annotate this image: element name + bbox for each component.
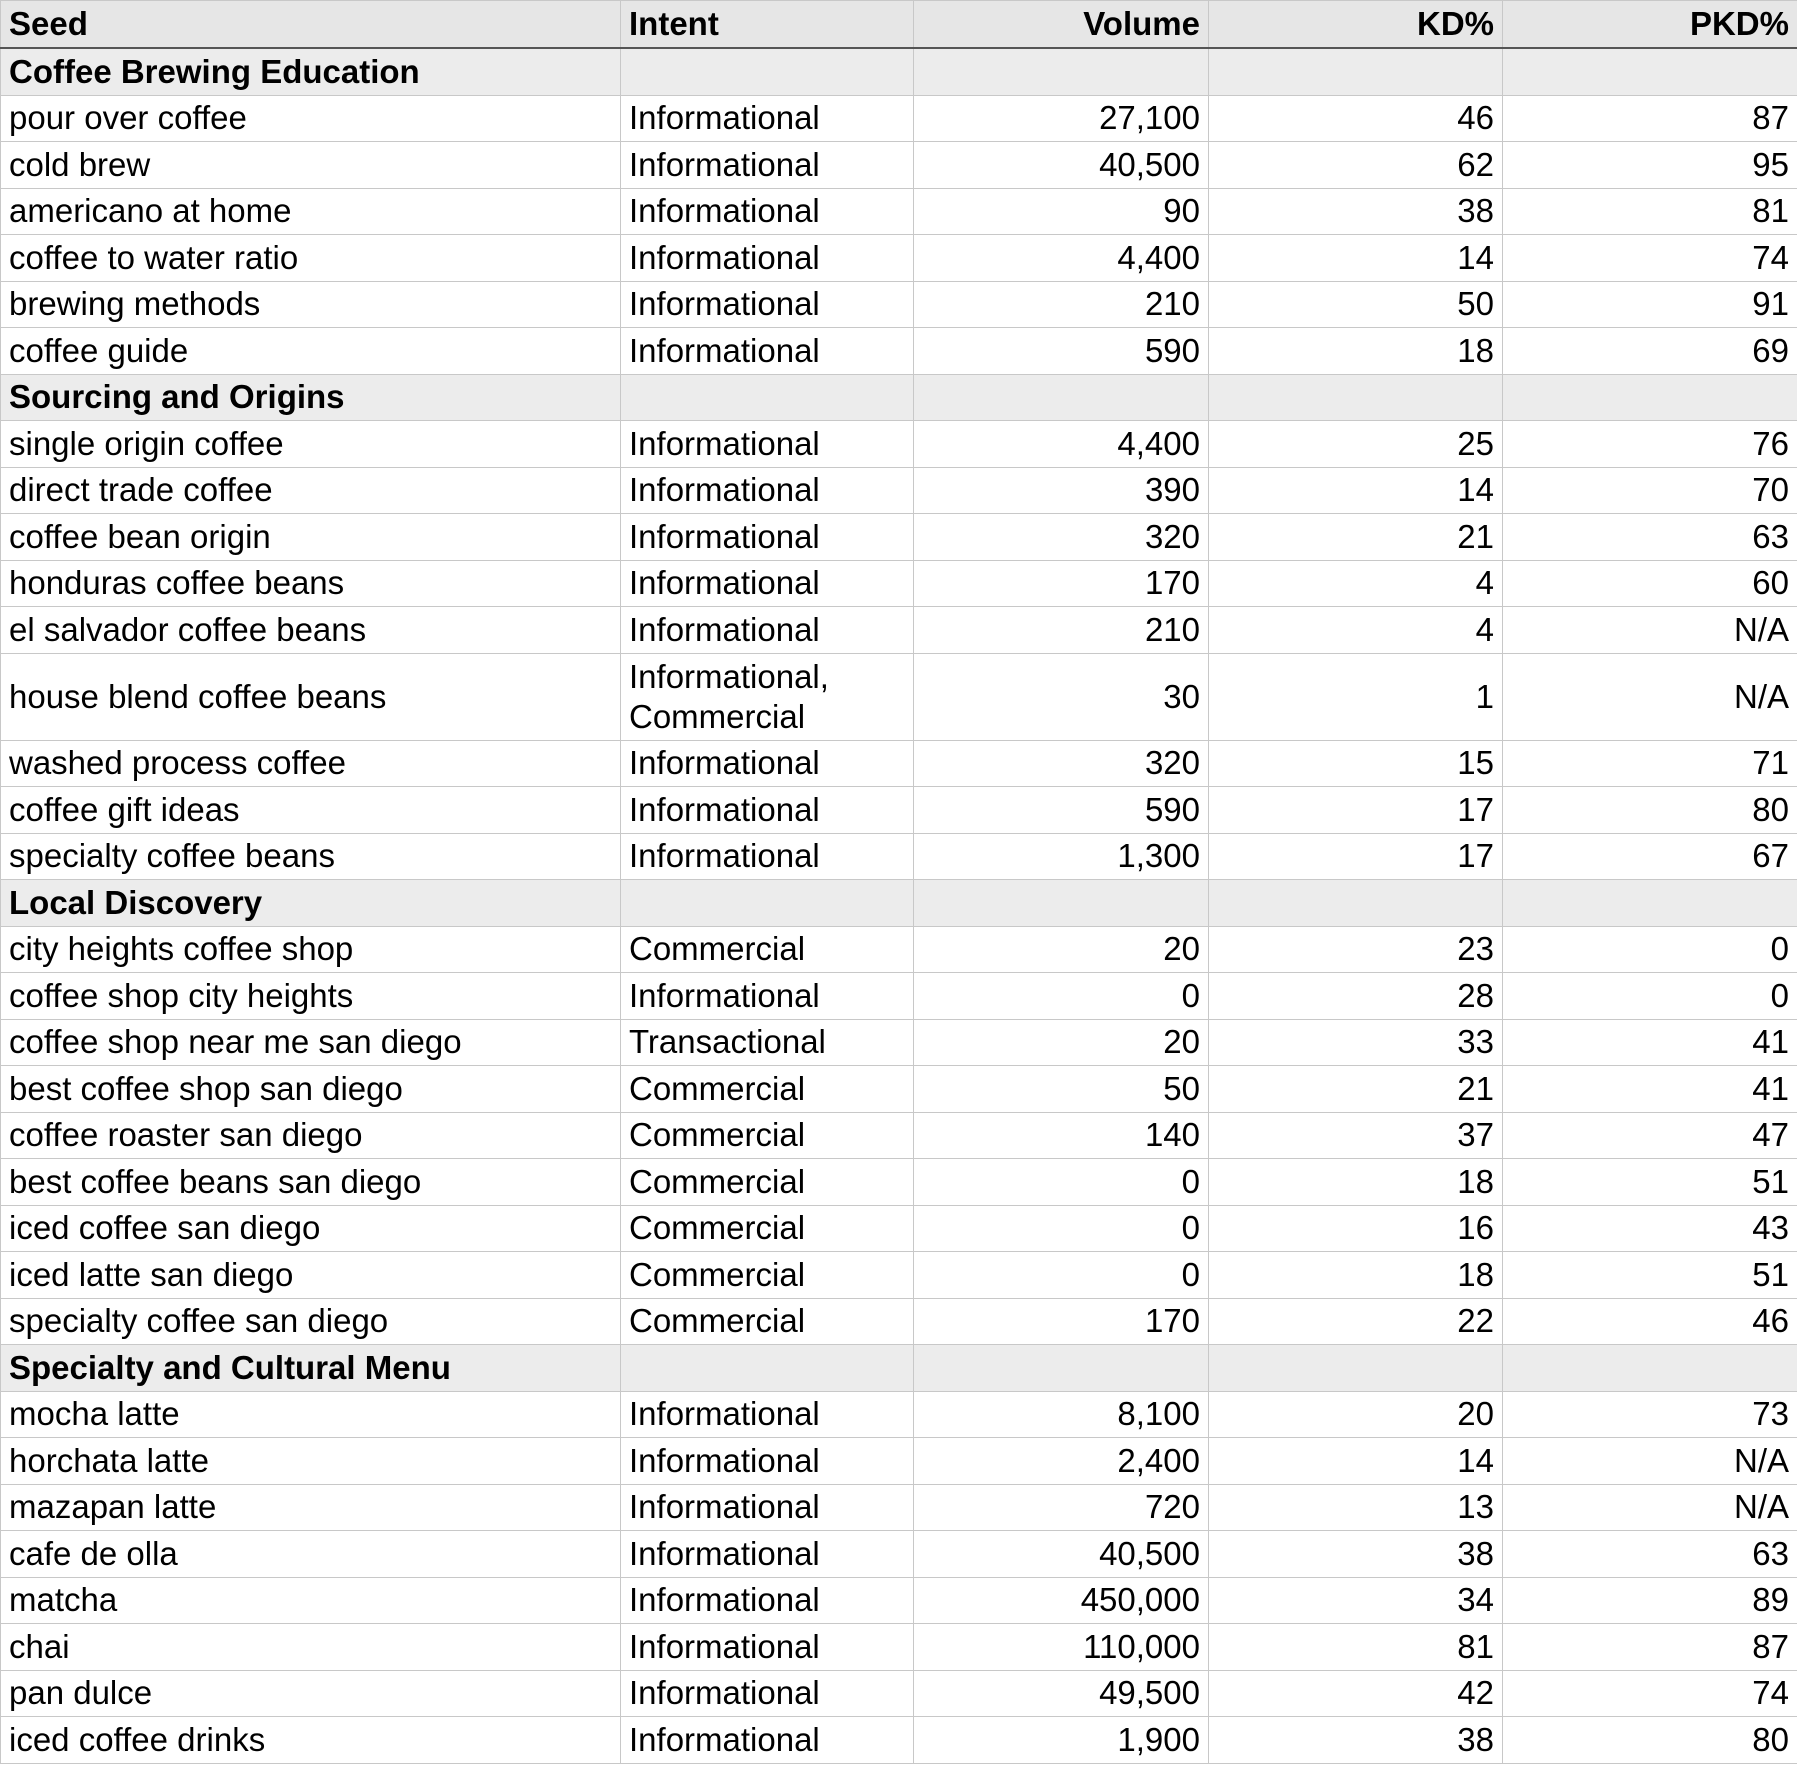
section-empty-cell[interactable] [621,48,914,95]
seed-cell[interactable]: coffee gift ideas [1,787,621,834]
kd-cell[interactable]: 46 [1209,95,1503,142]
volume-cell[interactable]: 140 [914,1112,1209,1159]
table-row [1,560,1797,607]
seed-cell[interactable]: pan dulce [1,1670,621,1717]
section-header-row [1,880,1797,927]
seed-cell[interactable]: house blend coffee beans [1,653,621,740]
section-empty-cell[interactable] [621,880,914,927]
pkd-cell[interactable]: 69 [1503,328,1797,375]
kd-cell[interactable]: 14 [1209,467,1503,514]
pkd-cell[interactable]: 0 [1503,926,1797,973]
seed-cell[interactable]: iced coffee san diego [1,1205,621,1252]
pkd-cell[interactable]: 89 [1503,1577,1797,1624]
kd-cell[interactable]: 17 [1209,787,1503,834]
section-empty-cell[interactable] [1209,374,1503,421]
kd-cell[interactable]: 22 [1209,1298,1503,1345]
pkd-cell[interactable]: N/A [1503,653,1797,740]
kd-cell[interactable]: 4 [1209,560,1503,607]
pkd-cell[interactable]: 46 [1503,1298,1797,1345]
intent-cell[interactable]: Commercial [621,1066,914,1113]
kd-cell[interactable]: 38 [1209,188,1503,235]
section-title[interactable]: Sourcing and Origins [1,374,621,421]
volume-cell[interactable]: 210 [914,607,1209,654]
table-row [1,653,1797,740]
intent-cell[interactable]: Informational [621,188,914,235]
kd-cell[interactable]: 14 [1209,1438,1503,1485]
intent-cell[interactable]: Informational [621,740,914,787]
kd-cell[interactable]: 4 [1209,607,1503,654]
pkd-cell[interactable]: 74 [1503,235,1797,282]
section-empty-cell[interactable] [621,1345,914,1392]
volume-cell[interactable]: 20 [914,1019,1209,1066]
kd-cell[interactable]: 33 [1209,1019,1503,1066]
intent-cell[interactable]: Informational [621,560,914,607]
pkd-cell[interactable]: 87 [1503,95,1797,142]
intent-cell[interactable]: Informational [621,142,914,189]
volume-cell[interactable]: 0 [914,1205,1209,1252]
table-row [1,1205,1797,1252]
seed-cell[interactable]: washed process coffee [1,740,621,787]
intent-cell[interactable]: Informational [621,787,914,834]
section-empty-cell[interactable] [914,48,1209,95]
kd-cell[interactable]: 81 [1209,1624,1503,1671]
intent-cell[interactable]: Commercial [621,1252,914,1299]
kd-cell[interactable]: 1 [1209,653,1503,740]
section-empty-cell[interactable] [1503,374,1797,421]
volume-cell[interactable]: 40,500 [914,1531,1209,1578]
seed-cell[interactable]: cold brew [1,142,621,189]
section-empty-cell[interactable] [1503,48,1797,95]
pkd-cell[interactable]: 63 [1503,1531,1797,1578]
volume-cell[interactable]: 320 [914,514,1209,561]
kd-cell[interactable]: 21 [1209,514,1503,561]
pkd-cell[interactable]: 47 [1503,1112,1797,1159]
pkd-cell[interactable]: 51 [1503,1159,1797,1206]
volume-cell[interactable]: 320 [914,740,1209,787]
pkd-cell[interactable]: 87 [1503,1624,1797,1671]
intent-cell[interactable]: Informational, Commercial [621,653,914,740]
table-row [1,1159,1797,1206]
section-empty-cell[interactable] [914,880,1209,927]
seed-cell[interactable]: specialty coffee beans [1,833,621,880]
volume-cell[interactable]: 170 [914,1298,1209,1345]
table-row [1,1298,1797,1345]
seed-cell[interactable]: mazapan latte [1,1484,621,1531]
table-row [1,1391,1797,1438]
table-row [1,787,1797,834]
table-row [1,1112,1797,1159]
volume-cell[interactable]: 40,500 [914,142,1209,189]
pkd-cell[interactable]: 80 [1503,787,1797,834]
seed-cell[interactable]: mocha latte [1,1391,621,1438]
table-row [1,1624,1797,1671]
pkd-cell[interactable]: 60 [1503,560,1797,607]
intent-cell[interactable]: Informational [621,1577,914,1624]
table-row [1,1484,1797,1531]
table-row [1,973,1797,1020]
seed-cell[interactable]: coffee shop near me san diego [1,1019,621,1066]
column-header-volume[interactable]: Volume [914,1,1209,49]
table-row [1,514,1797,561]
volume-cell[interactable]: 4,400 [914,235,1209,282]
column-header-pkd[interactable]: PKD% [1503,1,1797,49]
kd-cell[interactable]: 15 [1209,740,1503,787]
kd-cell[interactable]: 25 [1209,421,1503,468]
table-row [1,1531,1797,1578]
seed-cell[interactable]: best coffee beans san diego [1,1159,621,1206]
table-row [1,1670,1797,1717]
seed-cell[interactable]: brewing methods [1,281,621,328]
seed-cell[interactable]: matcha [1,1577,621,1624]
intent-cell[interactable]: Informational [621,973,914,1020]
seed-cell[interactable]: el salvador coffee beans [1,607,621,654]
kd-cell[interactable]: 18 [1209,1252,1503,1299]
table-row [1,1019,1797,1066]
table-row [1,1066,1797,1113]
volume-cell[interactable]: 0 [914,1252,1209,1299]
pkd-cell[interactable]: 95 [1503,142,1797,189]
volume-cell[interactable]: 50 [914,1066,1209,1113]
seed-cell[interactable]: best coffee shop san diego [1,1066,621,1113]
kd-cell[interactable]: 37 [1209,1112,1503,1159]
volume-cell[interactable]: 1,900 [914,1717,1209,1764]
seed-cell[interactable]: horchata latte [1,1438,621,1485]
column-header-kd[interactable]: KD% [1209,1,1503,49]
intent-cell[interactable]: Transactional [621,1019,914,1066]
seed-cell[interactable]: honduras coffee beans [1,560,621,607]
intent-cell[interactable]: Commercial [621,1159,914,1206]
intent-cell[interactable]: Informational [621,235,914,282]
table-row [1,1577,1797,1624]
volume-cell[interactable]: 2,400 [914,1438,1209,1485]
table-row [1,1438,1797,1485]
volume-cell[interactable]: 210 [914,281,1209,328]
section-empty-cell[interactable] [1209,880,1503,927]
table-row [1,467,1797,514]
volume-cell[interactable]: 590 [914,328,1209,375]
seed-cell[interactable]: iced coffee drinks [1,1717,621,1764]
seed-cell[interactable]: specialty coffee san diego [1,1298,621,1345]
pkd-cell[interactable]: 74 [1503,1670,1797,1717]
section-empty-cell[interactable] [914,374,1209,421]
volume-cell[interactable]: 110,000 [914,1624,1209,1671]
volume-cell[interactable]: 390 [914,467,1209,514]
volume-cell[interactable]: 1,300 [914,833,1209,880]
kd-cell[interactable]: 50 [1209,281,1503,328]
volume-cell[interactable]: 590 [914,787,1209,834]
pkd-cell[interactable]: N/A [1503,1484,1797,1531]
volume-cell[interactable]: 30 [914,653,1209,740]
intent-cell[interactable]: Informational [621,514,914,561]
kd-cell[interactable]: 21 [1209,1066,1503,1113]
kd-cell[interactable]: 42 [1209,1670,1503,1717]
seed-cell[interactable]: city heights coffee shop [1,926,621,973]
seed-cell[interactable]: coffee guide [1,328,621,375]
table-row [1,188,1797,235]
volume-cell[interactable]: 27,100 [914,95,1209,142]
pkd-cell[interactable]: 63 [1503,514,1797,561]
intent-cell[interactable]: Informational [621,467,914,514]
volume-cell[interactable]: 90 [914,188,1209,235]
pkd-cell[interactable]: 80 [1503,1717,1797,1764]
intent-cell[interactable]: Informational [621,421,914,468]
pkd-cell[interactable]: 67 [1503,833,1797,880]
header-row [1,1,1797,49]
intent-cell[interactable]: Commercial [621,1205,914,1252]
section-title[interactable]: Specialty and Cultural Menu [1,1345,621,1392]
kd-cell[interactable]: 14 [1209,235,1503,282]
pkd-cell[interactable]: 41 [1503,1019,1797,1066]
section-empty-cell[interactable] [1209,48,1503,95]
pkd-cell[interactable]: N/A [1503,1438,1797,1485]
table-row [1,1252,1797,1299]
section-empty-cell[interactable] [621,374,914,421]
kd-cell[interactable]: 17 [1209,833,1503,880]
intent-cell[interactable]: Informational [621,1670,914,1717]
intent-cell[interactable]: Informational [621,281,914,328]
intent-cell[interactable]: Informational [621,1624,914,1671]
table-row [1,740,1797,787]
table-row [1,328,1797,375]
seed-cell[interactable]: coffee roaster san diego [1,1112,621,1159]
pkd-cell[interactable]: 0 [1503,973,1797,1020]
volume-cell[interactable]: 49,500 [914,1670,1209,1717]
pkd-cell[interactable]: N/A [1503,607,1797,654]
section-empty-cell[interactable] [914,1345,1209,1392]
pkd-cell[interactable]: 51 [1503,1252,1797,1299]
section-header-row [1,48,1797,95]
kd-cell[interactable]: 23 [1209,926,1503,973]
intent-cell[interactable]: Informational [621,607,914,654]
seed-cell[interactable]: coffee to water ratio [1,235,621,282]
kd-cell[interactable]: 34 [1209,1577,1503,1624]
section-title[interactable]: Coffee Brewing Education [1,48,621,95]
column-header-seed[interactable]: Seed [1,1,621,49]
seed-cell[interactable]: direct trade coffee [1,467,621,514]
kd-cell[interactable]: 62 [1209,142,1503,189]
seed-cell[interactable]: coffee shop city heights [1,973,621,1020]
volume-cell[interactable]: 8,100 [914,1391,1209,1438]
table-row [1,1717,1797,1764]
table-row [1,235,1797,282]
volume-cell[interactable]: 4,400 [914,421,1209,468]
intent-cell[interactable]: Commercial [621,1112,914,1159]
intent-cell[interactable]: Informational [621,95,914,142]
volume-cell[interactable]: 0 [914,973,1209,1020]
section-empty-cell[interactable] [1503,1345,1797,1392]
pkd-cell[interactable]: 73 [1503,1391,1797,1438]
section-title[interactable]: Local Discovery [1,880,621,927]
kd-cell[interactable]: 38 [1209,1531,1503,1578]
table-row [1,142,1797,189]
section-header-row [1,374,1797,421]
seed-cell[interactable]: cafe de olla [1,1531,621,1578]
intent-cell[interactable]: Informational [621,833,914,880]
seed-cell[interactable]: pour over coffee [1,95,621,142]
seed-cell[interactable]: chai [1,1624,621,1671]
volume-cell[interactable]: 20 [914,926,1209,973]
intent-cell[interactable]: Informational [621,1531,914,1578]
intent-cell[interactable]: Informational [621,1438,914,1485]
intent-cell[interactable]: Informational [621,328,914,375]
pkd-cell[interactable]: 41 [1503,1066,1797,1113]
section-empty-cell[interactable] [1503,880,1797,927]
kd-cell[interactable]: 13 [1209,1484,1503,1531]
kd-cell[interactable]: 18 [1209,1159,1503,1206]
table-row [1,421,1797,468]
intent-cell[interactable]: Informational [621,1391,914,1438]
kd-cell[interactable]: 16 [1209,1205,1503,1252]
seed-cell[interactable]: americano at home [1,188,621,235]
column-header-intent[interactable]: Intent [621,1,914,49]
table-body [1,48,1797,1763]
pkd-cell[interactable]: 70 [1503,467,1797,514]
table-row [1,95,1797,142]
pkd-cell[interactable]: 76 [1503,421,1797,468]
table-row [1,607,1797,654]
table-row [1,833,1797,880]
table-row [1,281,1797,328]
intent-cell[interactable]: Commercial [621,1298,914,1345]
volume-cell[interactable]: 720 [914,1484,1209,1531]
kd-cell[interactable]: 38 [1209,1717,1503,1764]
intent-cell[interactable]: Informational [621,1717,914,1764]
volume-cell[interactable]: 0 [914,1159,1209,1206]
seed-cell[interactable]: iced latte san diego [1,1252,621,1299]
section-header-row [1,1345,1797,1392]
pkd-cell[interactable]: 43 [1503,1205,1797,1252]
volume-cell[interactable]: 450,000 [914,1577,1209,1624]
kd-cell[interactable]: 20 [1209,1391,1503,1438]
intent-cell[interactable]: Commercial [621,926,914,973]
volume-cell[interactable]: 170 [914,560,1209,607]
pkd-cell[interactable]: 81 [1503,188,1797,235]
intent-cell[interactable]: Informational [621,1484,914,1531]
section-empty-cell[interactable] [1209,1345,1503,1392]
seed-cell[interactable]: coffee bean origin [1,514,621,561]
kd-cell[interactable]: 18 [1209,328,1503,375]
table-row [1,926,1797,973]
pkd-cell[interactable]: 91 [1503,281,1797,328]
kd-cell[interactable]: 28 [1209,973,1503,1020]
pkd-cell[interactable]: 71 [1503,740,1797,787]
seed-cell[interactable]: single origin coffee [1,421,621,468]
